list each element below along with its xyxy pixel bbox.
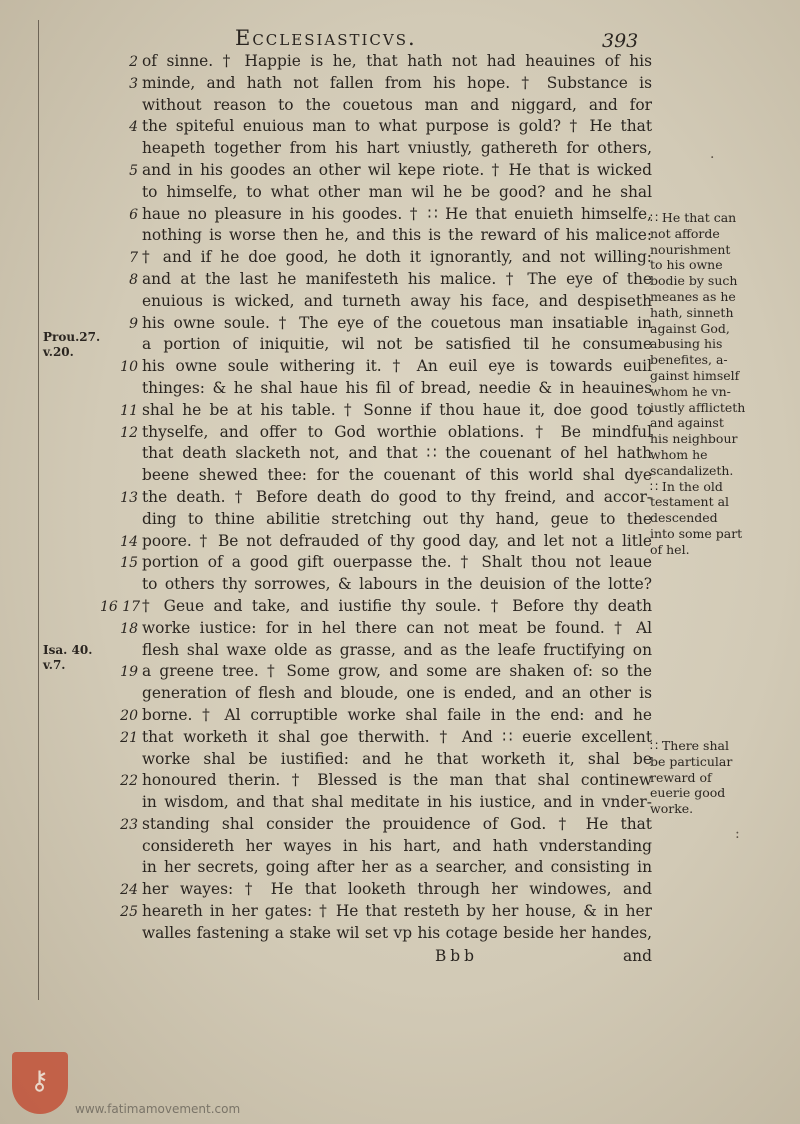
side-reference (43, 643, 92, 673)
verse-number: 9 (129, 315, 138, 332)
line-text: a portion of iniquitie, wil not be satisfied til he consume (142, 335, 652, 354)
side-reference-line: v.7. (43, 658, 66, 672)
verse-number: 15 (120, 555, 138, 572)
text-line (100, 334, 652, 356)
margin-note-line: meanes as he (650, 288, 736, 304)
line-text: haue no pleasure in his goodes. † ∷ He that enuieth himselfe, (142, 204, 652, 223)
line-text: enuious is wicked, and turneth away his face, and despiseth (142, 291, 652, 310)
text-line (100, 727, 652, 749)
text-line (100, 531, 652, 553)
text-line (100, 160, 652, 182)
verse-number: 22 (120, 773, 138, 790)
margin-note-line: reward of (650, 769, 712, 785)
text-line (100, 879, 652, 901)
line-text: in her secrets, going after her as a searcher, and consisting in (142, 858, 652, 877)
text-line (100, 487, 652, 509)
margin-note-line: bodie by such (650, 273, 738, 289)
text-line (100, 596, 652, 618)
site-url: www.fatimamovement.com (75, 1102, 241, 1116)
side-reference-line: v.20. (43, 345, 74, 359)
text-line (100, 923, 652, 945)
text-line (100, 683, 652, 705)
margin-note-line: gainst himself (650, 367, 740, 383)
margin-note-line: and against (650, 415, 724, 431)
signature-line (100, 945, 652, 967)
margin-note-line: testament al (650, 494, 730, 510)
line-text: standing shal consider the prouidence of God. † He that (142, 814, 652, 833)
text-line (100, 95, 652, 117)
margin-note-line: hath, sinneth (650, 304, 734, 320)
margin-note-line: ∷ There shal (650, 738, 729, 753)
text-line (100, 574, 652, 596)
margin-note-line: of hel. (650, 541, 690, 557)
verse-number: 23 (120, 816, 138, 833)
line-text: a greene tree. † Some grow, and some are shaken of: so the (142, 662, 652, 681)
side-reference-line: Prou.27. (43, 330, 101, 344)
running-title: Ecclesiasticvs. (235, 26, 417, 50)
line-text: the death. † Before death do good to thy freind, and accor- (142, 487, 652, 506)
text-line (100, 618, 652, 640)
text-line (100, 901, 652, 923)
margin-note-line: whom he vn- (650, 383, 731, 399)
verse-number: 8 (129, 271, 138, 288)
margin-note-line: his neighbour (650, 431, 738, 447)
margin-note-line: ∷ He that can (650, 210, 737, 225)
text-line (100, 225, 652, 247)
margin-note-line: abusing his (650, 336, 723, 352)
margin-note-line: whom he (650, 446, 708, 462)
line-text: flesh shal waxe olde as grasse, and as the leafe fructifying on (142, 640, 652, 659)
line-text: † and if he doe good, he doth it ignorantly, and not willing: (142, 248, 652, 267)
line-text: walles fastening a stake wil set vp his cotage beside her handes, (142, 923, 652, 942)
line-text: minde, and hath not fallen from his hope. † Substance is (142, 73, 652, 92)
text-line (100, 356, 652, 378)
side-reference-line: Isa. 40. (43, 643, 93, 657)
text-line (100, 400, 652, 422)
text-line (100, 247, 652, 269)
signature-mark: Bbb (435, 946, 479, 965)
line-text: worke shal be iustified: and he that worketh it, shal be (142, 749, 652, 768)
verse-number: 13 (120, 489, 138, 506)
text-line (100, 836, 652, 858)
text-line (100, 204, 652, 226)
line-text: of sinne. † Happie is he, that hath not had heauines of his (142, 52, 652, 70)
margin-note-line: ∷ In the old (650, 478, 723, 494)
line-text: that worketh it shal goe therwith. † And ∷ euerie excellent (142, 727, 652, 746)
side-reference (43, 330, 100, 360)
ink-mark: · (710, 150, 715, 166)
line-text: considereth her wayes in his hart, and hath vnderstanding (142, 836, 652, 855)
text-line (100, 857, 652, 879)
margin-note-line: worke. (650, 801, 694, 817)
page-number: 393 (602, 30, 639, 52)
text-line (100, 552, 652, 574)
line-text: heapeth together from his hart vniustly, gathereth for others, (142, 139, 652, 158)
line-text: the spiteful enuious man to what purpose is gold? † He that (142, 117, 652, 136)
text-line (100, 116, 652, 138)
line-text: portion of a good gift ouerpasse the. † Shalt thou not leaue (142, 553, 652, 572)
line-text: without reason to the couetous man and niggard, and for (142, 95, 652, 114)
verse-number: 3 (129, 75, 138, 92)
text-line (100, 443, 652, 465)
verse-number: 7 (129, 250, 138, 267)
ink-mark: : (735, 826, 740, 842)
text-line (100, 770, 652, 792)
line-text: beene shewed thee: for the couenant of this world shal dye (142, 466, 652, 485)
margin-note-line: scandalizeth. (650, 462, 734, 478)
text-line (100, 73, 652, 95)
verse-number: 14 (120, 533, 138, 550)
line-text: to others thy sorrowes, & labours in the deuision of the lotte? (142, 575, 652, 594)
text-line (100, 792, 652, 814)
text-line (100, 465, 652, 487)
margin-note-line: to his owne (650, 257, 723, 273)
margin-note-line: iustly afflicteth (650, 399, 746, 415)
margin-note-line: be particular (650, 753, 733, 769)
verse-number: 24 (120, 882, 138, 899)
text-line (100, 422, 652, 444)
line-text: shal he be at his table. † Sonne if thou haue it, doe good to (142, 400, 652, 419)
margin-note-line: euerie good (650, 785, 726, 801)
verse-number: 11 (120, 402, 138, 419)
text-line (100, 705, 652, 727)
margin-note (650, 210, 770, 558)
verse-number: 2 (129, 54, 138, 70)
margin-note (650, 738, 770, 817)
margin-note-line: into some part (650, 525, 743, 541)
text-line (100, 291, 652, 313)
line-text: his owne soule. † The eye of the couetous man insatiable in (142, 313, 652, 332)
text-line (100, 378, 652, 400)
line-text: that death slacketh not, and that ∷ the couenant of hel hath (142, 444, 652, 463)
line-text: his owne soule withering it. † An euil eye is towards euil (142, 357, 652, 376)
line-text: borne. † Al corruptible worke shal faile in the end: and he (142, 705, 652, 724)
line-text: worke iustice: for in hel there can not meat be found. † Al (142, 618, 652, 637)
text-line (100, 509, 652, 531)
line-text: to himselfe, to what other man wil he be good? and he shal (142, 182, 652, 201)
verse-number: 20 (120, 707, 138, 724)
text-line (100, 138, 652, 160)
verse-number: 21 (120, 729, 138, 746)
text-line (100, 51, 652, 73)
verse-number: 25 (120, 904, 138, 921)
keys-icon: ⚷ (30, 1066, 50, 1096)
line-text: thinges: & he shal haue his fil of bread, needie & in heauines (142, 378, 652, 397)
catchword: and (623, 946, 652, 965)
verse-number: 4 (129, 119, 138, 136)
text-line (100, 182, 652, 204)
line-text: † Geue and take, and iustifie thy soule. † Before thy death (142, 596, 652, 615)
text-line (100, 640, 652, 662)
line-text: in wisdom, and that shal meditate in his iustice, and in vnder- (142, 793, 652, 812)
margin-note-line: against God, (650, 320, 730, 336)
line-text: nothing is worse then he, and this is the reward of his malice: (142, 226, 652, 245)
line-text: thyselfe, and offer to God worthie oblations. † Be mindful (142, 422, 652, 441)
text-line (100, 661, 652, 683)
verse-number: 19 (120, 664, 138, 681)
verse-number: 5 (129, 162, 138, 179)
text-line (100, 749, 652, 771)
verse-number: 18 (120, 620, 138, 637)
margin-note-line: benefites, a- (650, 352, 728, 368)
text-line (100, 814, 652, 836)
site-logo (12, 1052, 68, 1114)
body-text (100, 51, 652, 967)
verse-number: 12 (120, 424, 138, 441)
verse-number: 10 (120, 359, 138, 376)
text-line (100, 313, 652, 335)
line-text: generation of flesh and bloude, one is ended, and an other is (142, 684, 652, 703)
line-text: and in his goodes an other wil kepe riote. † He that is wicked (142, 160, 652, 179)
margin-note-line: descended (650, 510, 718, 526)
line-text: honoured therin. † Blessed is the man that shal continew (142, 771, 652, 790)
margin-note-line: not afforde (650, 225, 720, 241)
line-text: ding to thine abilitie stretching out thy hand, geue to the (142, 509, 652, 528)
verse-number: 16 17 (100, 598, 141, 615)
line-text: heareth in her gates: † He that resteth by her house, & in her (142, 902, 652, 921)
line-text: her wayes: † He that looketh through her windowes, and (142, 880, 652, 899)
text-line (100, 269, 652, 291)
line-text: and at the last he manifesteth his malice. † The eye of the (142, 269, 652, 288)
margin-rule (38, 20, 39, 1000)
margin-note-line: nourishment (650, 241, 731, 257)
line-text: poore. † Be not defrauded of thy good day, and let not a litle (142, 531, 652, 550)
verse-number: 6 (129, 206, 138, 223)
